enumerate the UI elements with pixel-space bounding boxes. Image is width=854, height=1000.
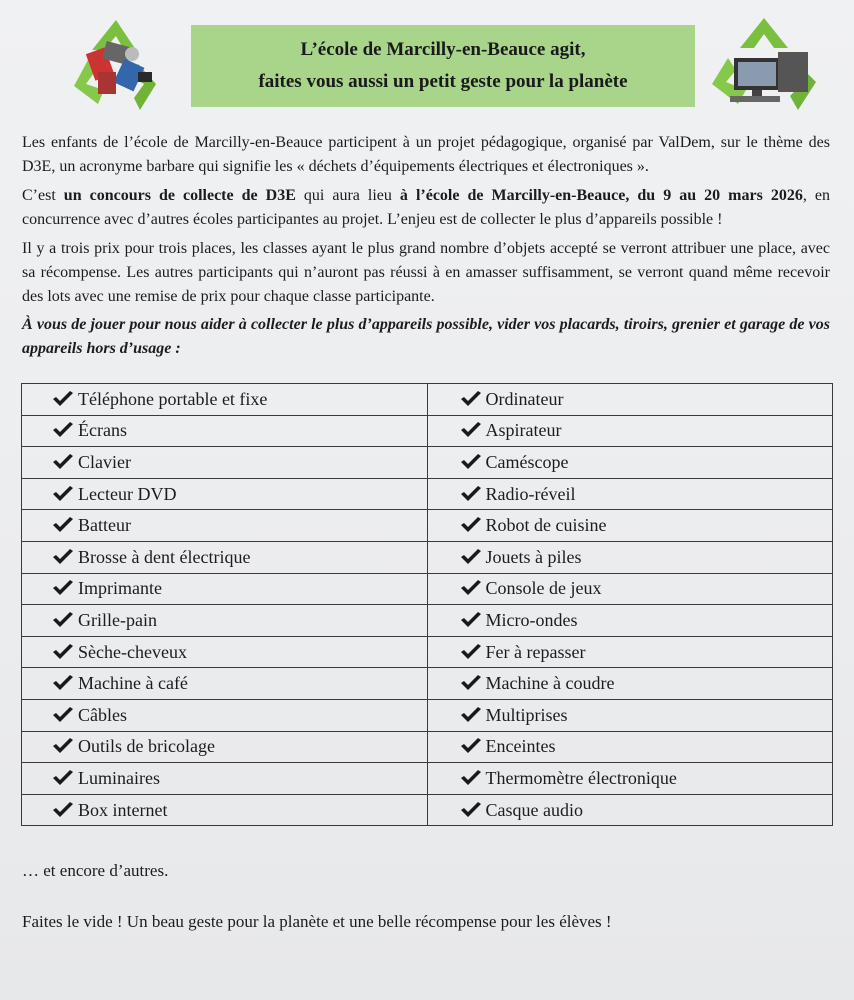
appliance-label: Lecteur DVD bbox=[78, 483, 177, 504]
table-cell-left bbox=[22, 510, 428, 542]
checkmark-icon bbox=[52, 420, 78, 440]
appliance-label: Imprimante bbox=[78, 578, 162, 599]
header-banner bbox=[191, 25, 695, 107]
checkmark-icon bbox=[52, 800, 78, 820]
checkmark-icon bbox=[460, 515, 486, 535]
checkmark-icon bbox=[460, 484, 486, 504]
table-cell-left bbox=[22, 605, 428, 637]
table-cell-right bbox=[427, 447, 833, 479]
table-row bbox=[22, 541, 833, 573]
appliance-label: Machine à café bbox=[78, 673, 188, 694]
appliance-label: Multiprises bbox=[485, 704, 568, 725]
table-cell-left bbox=[22, 731, 428, 763]
checkmark-icon bbox=[460, 389, 486, 409]
checkmark-icon bbox=[52, 484, 78, 504]
table-row bbox=[22, 384, 833, 416]
appliance-label: Téléphone portable et fixe bbox=[78, 388, 268, 409]
appliance-label: Console de jeux bbox=[485, 578, 602, 599]
checkmark-icon bbox=[52, 642, 78, 662]
checkmark-icon bbox=[52, 452, 78, 472]
table-cell-right bbox=[427, 415, 833, 447]
checkmark-icon bbox=[52, 768, 78, 788]
p2-contest-bold: un concours de collecte de D3E bbox=[63, 187, 296, 204]
table-cell-right bbox=[427, 699, 833, 731]
checkmark-icon bbox=[460, 736, 486, 756]
checkmark-icon bbox=[460, 705, 486, 725]
appliances-table bbox=[21, 383, 833, 826]
checkmark-icon bbox=[52, 389, 78, 409]
table-row bbox=[22, 668, 833, 700]
call-to-action: À vous de jouer pour nous aider à collecter le plus d’appareils possible, vider vos placards, tiroirs, grenier et garage de vos appareils hors d’usage : bbox=[22, 316, 830, 357]
appliance-label: Câbles bbox=[78, 704, 127, 725]
checkmark-icon bbox=[52, 515, 78, 535]
p2-location-date-bold: à l’école de Marcilly-en-Beauce, du 9 au 20 mars 2026 bbox=[399, 187, 803, 204]
checkmark-icon bbox=[460, 610, 486, 630]
table-cell-left bbox=[22, 699, 428, 731]
table-cell-left bbox=[22, 573, 428, 605]
table-cell-left bbox=[22, 668, 428, 700]
appliance-label: Grille-pain bbox=[78, 609, 157, 630]
table-cell-right bbox=[427, 573, 833, 605]
table-row bbox=[22, 636, 833, 668]
checkmark-icon bbox=[52, 610, 78, 630]
table-cell-right bbox=[427, 794, 833, 826]
appliance-label: Machine à coudre bbox=[485, 673, 615, 694]
intro-paragraph-2 bbox=[22, 184, 830, 232]
table-cell-left bbox=[22, 384, 428, 416]
checkmark-icon bbox=[460, 578, 486, 598]
recycle-computer-logo-icon bbox=[706, 16, 824, 112]
checkmark-icon bbox=[52, 736, 78, 756]
table-cell-right bbox=[427, 541, 833, 573]
table-cell-right bbox=[427, 763, 833, 795]
p2-text-c: qui aura lieu bbox=[295, 187, 400, 204]
appliance-label: Caméscope bbox=[485, 451, 569, 472]
table-cell-right bbox=[427, 668, 833, 700]
header-title-line2: faites vous aussi un petit geste pour la planète bbox=[258, 71, 628, 92]
checkmark-icon bbox=[460, 673, 486, 693]
table-cell-right bbox=[427, 636, 833, 668]
appliance-label: Jouets à piles bbox=[485, 546, 582, 567]
table-cell-right bbox=[427, 731, 833, 763]
p2-text-a: C’est bbox=[22, 187, 64, 204]
table-cell-left bbox=[22, 415, 428, 447]
table-cell-left bbox=[22, 541, 428, 573]
header-title-line1: L’école de Marcilly-en-Beauce agit, bbox=[300, 39, 586, 60]
table-row bbox=[22, 447, 833, 479]
table-row bbox=[22, 510, 833, 542]
table-row bbox=[22, 478, 833, 510]
appliance-label: Écrans bbox=[78, 420, 127, 441]
appliance-label: Ordinateur bbox=[485, 388, 564, 409]
appliance-label: Micro-ondes bbox=[485, 609, 578, 630]
appliance-label: Clavier bbox=[78, 451, 131, 472]
appliance-label: Fer à repasser bbox=[485, 641, 586, 662]
intro-paragraph-1: Les enfants de l’école de Marcilly-en-Beauce participent à un projet pédagogique, organisé par ValDem, sur le thème des D3E, un acronyme barbare qui signifie les « déchets d’équipements électriques et électroniques ». bbox=[22, 134, 830, 175]
appliance-label: Batteur bbox=[78, 515, 131, 536]
checkmark-icon bbox=[52, 547, 78, 567]
appliance-label: Brosse à dent électrique bbox=[78, 546, 251, 567]
table-cell-left bbox=[22, 794, 428, 826]
table-cell-right bbox=[427, 478, 833, 510]
checkmark-icon bbox=[52, 705, 78, 725]
checkmark-icon bbox=[52, 673, 78, 693]
table-row bbox=[22, 573, 833, 605]
p2-text-e: , en concurrence avec d’autres écoles participantes au projet. L’enjeu est de collecter le plus d’appareils possible ! bbox=[22, 187, 830, 228]
recycle-appliances-logo-icon bbox=[60, 14, 172, 112]
table-cell-left bbox=[22, 478, 428, 510]
checkmark-icon bbox=[460, 420, 486, 440]
table-cell-left bbox=[22, 763, 428, 795]
intro-paragraph-3: Il y a trois prix pour trois places, les classes ayant le plus grand nombre d’objets accepté se verront attribuer une place, avec sa récompense. Les autres participants qui n’auront pas réussi à en amasser suffisamment, se verront quand même recevoir des lots avec une remise de prix pour chaque classe participante. bbox=[22, 240, 830, 305]
appliance-label: Sèche-cheveux bbox=[78, 641, 187, 662]
checkmark-icon bbox=[460, 800, 486, 820]
appliance-label: Robot de cuisine bbox=[485, 515, 607, 536]
checkmark-icon bbox=[52, 578, 78, 598]
appliance-label: Radio-réveil bbox=[485, 483, 576, 504]
appliance-label: Box internet bbox=[78, 799, 168, 820]
table-cell-right bbox=[427, 510, 833, 542]
table-cell-left bbox=[22, 447, 428, 479]
appliance-label: Aspirateur bbox=[485, 420, 562, 441]
checkmark-icon bbox=[460, 642, 486, 662]
appliance-label: Thermomètre électronique bbox=[485, 767, 677, 788]
more-items-text: … et encore d’autres. bbox=[22, 861, 169, 880]
table-cell-right bbox=[427, 605, 833, 637]
checkmark-icon bbox=[460, 547, 486, 567]
table-row bbox=[22, 605, 833, 637]
appliance-label: Casque audio bbox=[485, 799, 583, 820]
table-row bbox=[22, 731, 833, 763]
checkmark-icon bbox=[460, 452, 486, 472]
appliance-label: Outils de bricolage bbox=[78, 736, 215, 757]
table-row bbox=[22, 415, 833, 447]
table-row bbox=[22, 763, 833, 795]
checkmark-icon bbox=[460, 768, 486, 788]
table-row bbox=[22, 794, 833, 826]
closing-text: Faites le vide ! Un beau geste pour la planète et une belle récompense pour les élèves ! bbox=[22, 912, 612, 931]
appliance-label: Enceintes bbox=[485, 736, 556, 757]
table-cell-left bbox=[22, 636, 428, 668]
appliance-label: Luminaires bbox=[78, 767, 160, 788]
table-row bbox=[22, 699, 833, 731]
table-cell-right bbox=[427, 384, 833, 416]
